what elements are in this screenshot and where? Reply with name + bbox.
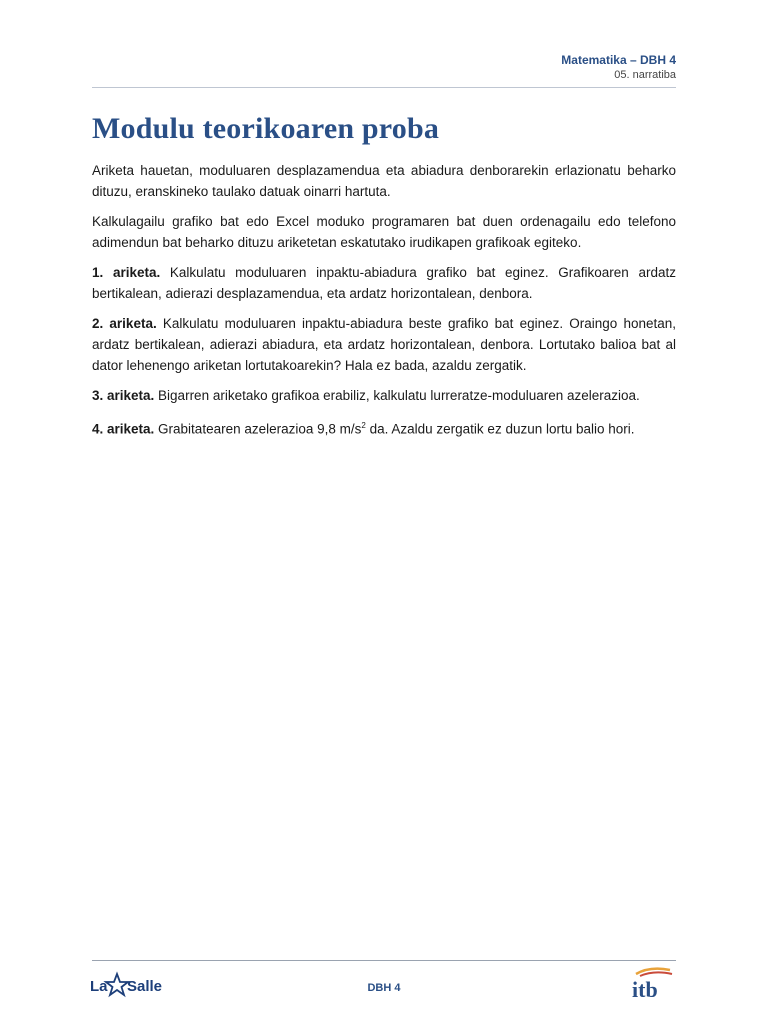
exercise-4-superscript: 2 [361, 421, 366, 430]
header-divider [92, 87, 676, 88]
page-title: Modulu teorikoaren proba [92, 112, 440, 145]
intro-paragraph-2: Kalkulagailu grafiko bat edo Excel moduko programaren bat duen ordenagailu edo telefono adimendun bat beharko dituzu ariketetan eskatutako irudikapen grafikoak egiteko. [92, 214, 676, 250]
exercise-4-label: 4. ariketa. [92, 421, 155, 437]
exercise-4 [92, 415, 676, 440]
exercise-1-label: 1. ariketa. [92, 265, 161, 280]
header-course: Matematika – DBH 4 [561, 53, 676, 67]
itb-logo-icon [630, 966, 676, 1000]
exercise-2 [92, 313, 676, 376]
exercise-3-text: Bigarren ariketako grafikoa erabiliz, kalkulatu lurreratze-moduluaren azelerazioa. [154, 388, 640, 403]
exercise-2-label: 2. ariketa. [92, 316, 157, 331]
header-section: 05. narratiba [614, 69, 676, 81]
itb-logo [630, 966, 676, 1000]
document-body [92, 160, 676, 449]
svg-text:La: La [90, 978, 108, 995]
exercise-4-text-before: Grabitatearen azelerazioa 9,8 m/s [154, 421, 362, 437]
exercise-3-label: 3. ariketa. [92, 388, 155, 403]
svg-text:itb: itb [632, 977, 658, 1000]
exercise-4-text-after: da. Azaldu zergatik ez duzun lortu balio hori. [365, 421, 635, 437]
exercise-3 [92, 385, 676, 406]
footer-course-label: DBH 4 [367, 982, 401, 994]
intro-paragraph-1: Ariketa hauetan, moduluaren desplazamendua eta abiadura denborarekin erlazionatu beharko dituzu, eranskineko taulako datuak oinarri hartuta. [92, 163, 676, 199]
footer-divider [92, 960, 676, 961]
exercise-2-text: Kalkulatu moduluaren inpaktu-abiadura beste grafiko bat eginez. Oraingo honetan, ardatz bertikalean, adierazi abiadura, eta ardatz horizontalean, denbora. Lortutako balioa bat al dator lehenengo ariketan lortutakoarekin? Hala ez bada, azaldu zergatik. [92, 316, 676, 373]
exercise-1 [92, 262, 676, 304]
svg-text:Salle: Salle [127, 978, 163, 995]
page-header [561, 52, 676, 82]
exercise-1-text: Kalkulatu moduluaren inpaktu-abiadura grafiko bat eginez. Grafikoaren ardatz bertikalean, adierazi desplazamendua, eta ardatz horizontalean, denbora. [92, 265, 677, 301]
